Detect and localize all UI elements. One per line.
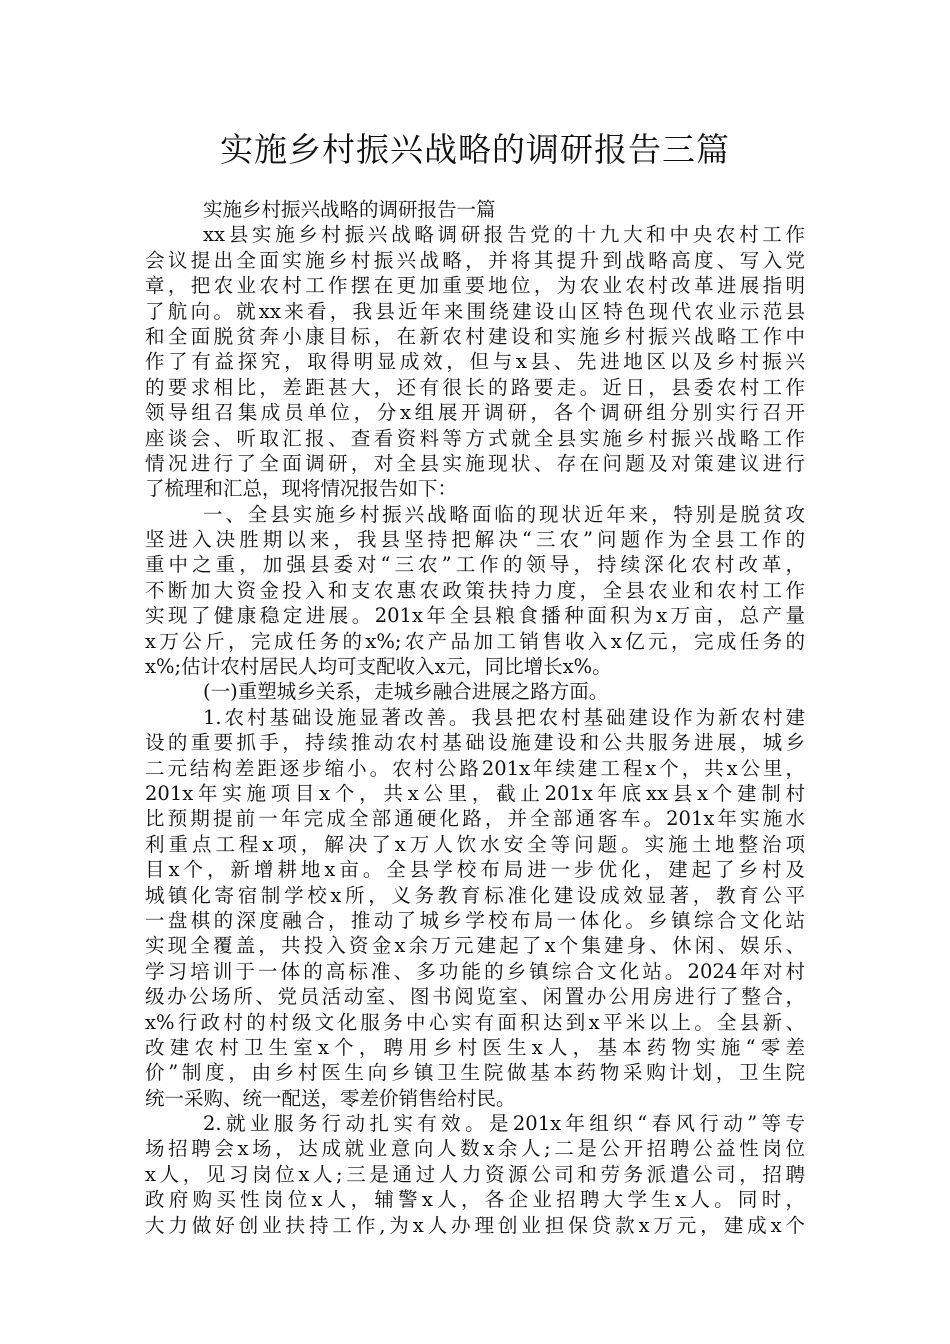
text-line: 实现全覆盖，共投入资金x余万元建起了x个集建身、休闲、娱乐、 bbox=[145, 934, 805, 958]
text-line: 的要求相比，差距甚大，还有很长的路要走。近日，县委农村工作 bbox=[145, 375, 805, 399]
text-line: 政府购买性岗位x人，辅警x人，各企业招聘大学生x人。同时， bbox=[145, 1188, 805, 1212]
text-line: xx县实施乡村振兴战略调研报告党的十九大和中央农村工作 bbox=[203, 223, 805, 247]
text-line: x%;估计农村居民人均可支配收入x元，同比增长x%。 bbox=[145, 655, 612, 679]
text-line: 城镇化寄宿制学校x所，义务教育标准化建设成效显著，教育公平 bbox=[145, 883, 805, 907]
text-line: 会议提出全面实施乡村振兴战略，并将其提升到战略高度、写入党 bbox=[145, 248, 805, 272]
text-line: x万公斤，完成任务的x%;农产品加工销售收入x亿元，完成任务的 bbox=[145, 629, 805, 653]
text-line: 了航向。就xx来看，我县近年来围绕建设山区特色现代农业示范县 bbox=[145, 299, 805, 323]
text-line: 座谈会、听取汇报、查看资料等方式就全县实施乡村振兴战略工作 bbox=[145, 426, 805, 450]
text-line: 目x个，新增耕地x亩。全县学校布局进一步优化，建起了乡村及 bbox=[145, 858, 805, 882]
text-line: 领导组召集成员单位，分x组展开调研，各个调研组分别实行召开 bbox=[145, 401, 805, 425]
text-line: 场招聘会x场，达成就业意向人数x余人;二是公开招聘公益性岗位 bbox=[145, 1137, 805, 1161]
text-line: 重中之重，加强县委对“三农”工作的领导，持续深化农村改革， bbox=[145, 553, 805, 577]
text-line: 设的重要抓手，持续推动农村基础设施建设和公共服务进展，城乡 bbox=[145, 731, 805, 755]
text-line: 二元结构差距逐步缩小。农村公路201x年续建工程x个，共x公里， bbox=[145, 756, 805, 780]
text-line: 坚进入决胜期以来，我县坚持把解决“三农”问题作为全县工作的 bbox=[145, 528, 805, 552]
text-line: 利重点工程x项，解决了x万人饮水安全等问题。实施土地整治项 bbox=[145, 832, 805, 856]
text-line: 实施乡村振兴战略的调研报告一篇 bbox=[203, 198, 496, 221]
text-line: 作了有益探究，取得明显成效，但与x县、先进地区以及乡村振兴 bbox=[145, 350, 805, 374]
text-line: 了梳理和汇总，现将情况报告如下： bbox=[145, 477, 458, 501]
text-line: 统一采购、统一配送，零差价销售给村民。 bbox=[145, 1086, 516, 1110]
text-line: x人，见习岗位x人;三是通过人力资源公司和劳务派遣公司，招聘 bbox=[145, 1162, 805, 1186]
text-line: 和全面脱贫奔小康目标，在新农村建设和实施乡村振兴战略工作中 bbox=[145, 324, 805, 348]
text-line: 一、全县实施乡村振兴战略面临的现状近年来，特别是脱贫攻 bbox=[203, 502, 805, 526]
text-line: 实现了健康稳定进展。201x年全县粮食播种面积为x万亩，总产量 bbox=[145, 604, 805, 628]
text-line: 改建农村卫生室x个，聘用乡村医生x人，基本药物实施“零差 bbox=[145, 1035, 805, 1059]
text-line: 比预期提前一年完成全部通硬化路，并全部通客车。201x年实施水 bbox=[145, 807, 805, 831]
text-line: 大力做好创业扶持工作,为x人办理创业担保贷款x万元，建成x个 bbox=[145, 1213, 805, 1237]
text-line: x%行政村的村级文化服务中心实有面积达到x平米以上。全县新、 bbox=[145, 1010, 805, 1034]
text-line: 价”制度，由乡村医生向乡镇卫生院做基本药物采购计划，卫生院 bbox=[145, 1061, 805, 1085]
text-line: 一盘棋的深度融合，推动了城乡学校布局一体化。乡镇综合文化站 bbox=[145, 908, 805, 932]
text-line: 情况进行了全面调研，对全县实施现状、存在问题及对策建议进行 bbox=[145, 451, 805, 475]
text-line: 1.农村基础设施显著改善。我县把农村基础建设作为新农村建 bbox=[203, 705, 805, 729]
document-body bbox=[145, 197, 805, 1238]
text-line: 不断加大资金投入和支农惠农政策扶持力度，全县农业和农村工作 bbox=[145, 578, 805, 602]
text-line: 级办公场所、党员活动室、图书阅览室、闲置办公用房进行了整合， bbox=[145, 985, 805, 1009]
text-line: 2.就业服务行动扎实有效。是201x年组织“春风行动”等专 bbox=[203, 1112, 805, 1136]
text-line: 学习培训于一体的高标准、多功能的乡镇综合文化站。2024年对村 bbox=[145, 959, 805, 983]
document-title: 实施乡村振兴战略的调研报告三篇 bbox=[220, 130, 730, 169]
text-line: 201x年实施项目x个，共x公里，截止201x年底xx县x个建制村 bbox=[145, 781, 805, 805]
text-line: 章，把农业农村工作摆在更加重要地位，为农业农村改革进展指明 bbox=[145, 274, 805, 298]
text-line: (一)重塑城乡关系，走城乡融合进展之路方面。 bbox=[203, 680, 609, 704]
